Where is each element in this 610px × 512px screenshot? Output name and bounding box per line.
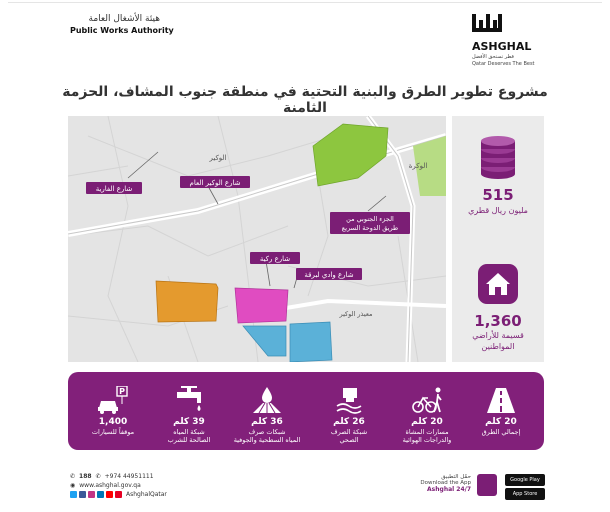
org-name-english: Public Works Authority: [70, 26, 174, 35]
social-links: [70, 490, 167, 499]
kpi-roads-value: 20 كلم: [485, 417, 517, 427]
label-wukair-main: [180, 176, 250, 188]
social-handle: AshghalQatar: [126, 491, 167, 498]
kpi-potable-water-value: 39 كلم: [173, 417, 205, 427]
blue-zone-left: [243, 326, 286, 356]
instagram-icon[interactable]: [88, 491, 95, 498]
logo-wordmark: ASHGHAL: [472, 40, 532, 53]
kpi-sewage-label-line1: شبكة الصرف: [330, 428, 368, 436]
water-drop-field-icon: [251, 386, 283, 414]
facebook-icon[interactable]: [79, 491, 86, 498]
kpi-potable-water-label-line2: الصالحة للشرب: [167, 436, 211, 444]
app-store-badge[interactable]: App Store: [505, 488, 545, 500]
road-icon: [485, 386, 517, 414]
plots-label-line1: قسيمة للأراضي: [472, 331, 524, 340]
phone-icon-2: ✆: [95, 473, 101, 480]
kpi-walkways: [396, 372, 458, 450]
kpi-roads: [470, 372, 532, 450]
twitter-icon[interactable]: [70, 491, 77, 498]
project-map: [68, 116, 446, 362]
plots-value: 1,360: [474, 312, 522, 330]
kpi-band: [68, 372, 544, 450]
label-wukair-main-text: شارع الوكير العام: [189, 179, 241, 187]
label-south-expressway-line2: طريق الدوحة السريع: [341, 224, 399, 232]
kpi-stormwater-label-line2: المياه السطحية والجوفية: [233, 436, 301, 444]
logo-tagline-arabic: قطر تستحق الأفضل: [472, 54, 514, 60]
parking-car-icon: [97, 386, 129, 414]
kpi-stormwater: [233, 372, 301, 450]
kpi-walkways-label-line1: مسارات المشاة: [405, 428, 449, 436]
coins-icon: [478, 136, 518, 180]
budget-label: مليون ريال قطري: [468, 206, 528, 215]
logo-tagline-english: Qatar Deserves The Best: [472, 61, 535, 67]
budget-value: 515: [482, 186, 514, 204]
app-name: Ashghal 24/7: [427, 486, 471, 493]
label-wadi-lebqa: [296, 268, 362, 280]
kpi-parking-value: 1,400: [98, 417, 128, 427]
globe-icon: ◉: [70, 482, 76, 489]
download-english: Download the App: [420, 480, 471, 486]
label-rakiya-text: شارع ركية: [259, 255, 291, 263]
website-link[interactable]: www.ashghal.gov.qa: [79, 482, 141, 489]
label-rakiya: [250, 252, 300, 264]
plots-label-line2: المواطنين: [481, 342, 515, 351]
kpi-potable-water: [158, 372, 220, 450]
ashghal-app-icon[interactable]: [477, 474, 497, 496]
org-name: [70, 14, 190, 35]
blue-zone-right: [290, 322, 332, 362]
ashghal-logo: [472, 12, 542, 72]
kpi-walkways-value: 20 كلم: [411, 417, 443, 427]
kpi-parking: [82, 372, 144, 450]
land-plot-icon: [478, 264, 518, 304]
kpi-parking-label: موقفاً للسيارات: [91, 428, 135, 436]
water-tap-icon: [173, 386, 205, 414]
map-drawing: [68, 116, 446, 362]
place-wukair: الوكير: [209, 154, 227, 162]
ashghal-logo-mark: [472, 12, 502, 34]
green-zone: [313, 124, 388, 186]
label-al-fariyah: [86, 182, 142, 194]
kpi-walkways-label-line2: والدراجات الهوائية: [402, 436, 452, 444]
kpi-sewage-value: 26 كلم: [333, 417, 365, 427]
footer-website-row: [70, 481, 167, 490]
kpi-sewage: [318, 372, 380, 450]
orange-zone: [156, 281, 218, 322]
cyclist-pedestrian-icon: [411, 386, 443, 414]
label-south-expressway: [330, 212, 410, 234]
linkedin-icon[interactable]: [97, 491, 104, 498]
google-play-badge[interactable]: Google Play: [505, 474, 545, 486]
kpi-stormwater-label-line1: شبكات صرف: [248, 428, 286, 436]
place-muaither: معيذر الوكير: [339, 310, 373, 318]
kpi-stormwater-value: 36 كلم: [251, 417, 283, 427]
place-wakrah: الوكرة: [408, 162, 428, 170]
kpi-potable-water-label-line1: شبكة المياه: [173, 428, 205, 436]
hotline-number[interactable]: 188: [79, 473, 92, 480]
page-title: مشروع تطوير الطرق والبنية التحتية في منطقة جنوب المشاف، الحزمة الثامنة: [62, 84, 548, 116]
footer-contact: [70, 472, 167, 499]
sewage-icon: [333, 386, 365, 414]
label-al-fariyah-text: شارع الفارية: [95, 185, 133, 193]
kpi-sewage-label-line2: الصحي: [339, 436, 359, 444]
kpi-roads-label: إجمالي الطرق: [481, 428, 521, 436]
svg-text:P: P: [119, 387, 125, 396]
download-arabic: حمّل التطبيق: [441, 474, 471, 480]
label-south-expressway-line1: الجزء الجنوبي من: [346, 215, 394, 223]
label-wadi-lebqa-text: شارع وادي لبرقة: [304, 271, 354, 279]
phone-number[interactable]: +974 44951111: [104, 473, 154, 480]
app-download-info: [417, 474, 471, 493]
stats-side-panel: [452, 116, 544, 362]
youtube-icon[interactable]: [106, 491, 113, 498]
flickr-icon[interactable]: [115, 491, 122, 498]
org-name-arabic: هيئة الأشغال العامة: [88, 14, 160, 24]
magenta-zone: [235, 288, 288, 323]
top-divider: [8, 2, 602, 3]
footer-phones: [70, 472, 167, 481]
phone-icon: ✆: [70, 473, 76, 480]
